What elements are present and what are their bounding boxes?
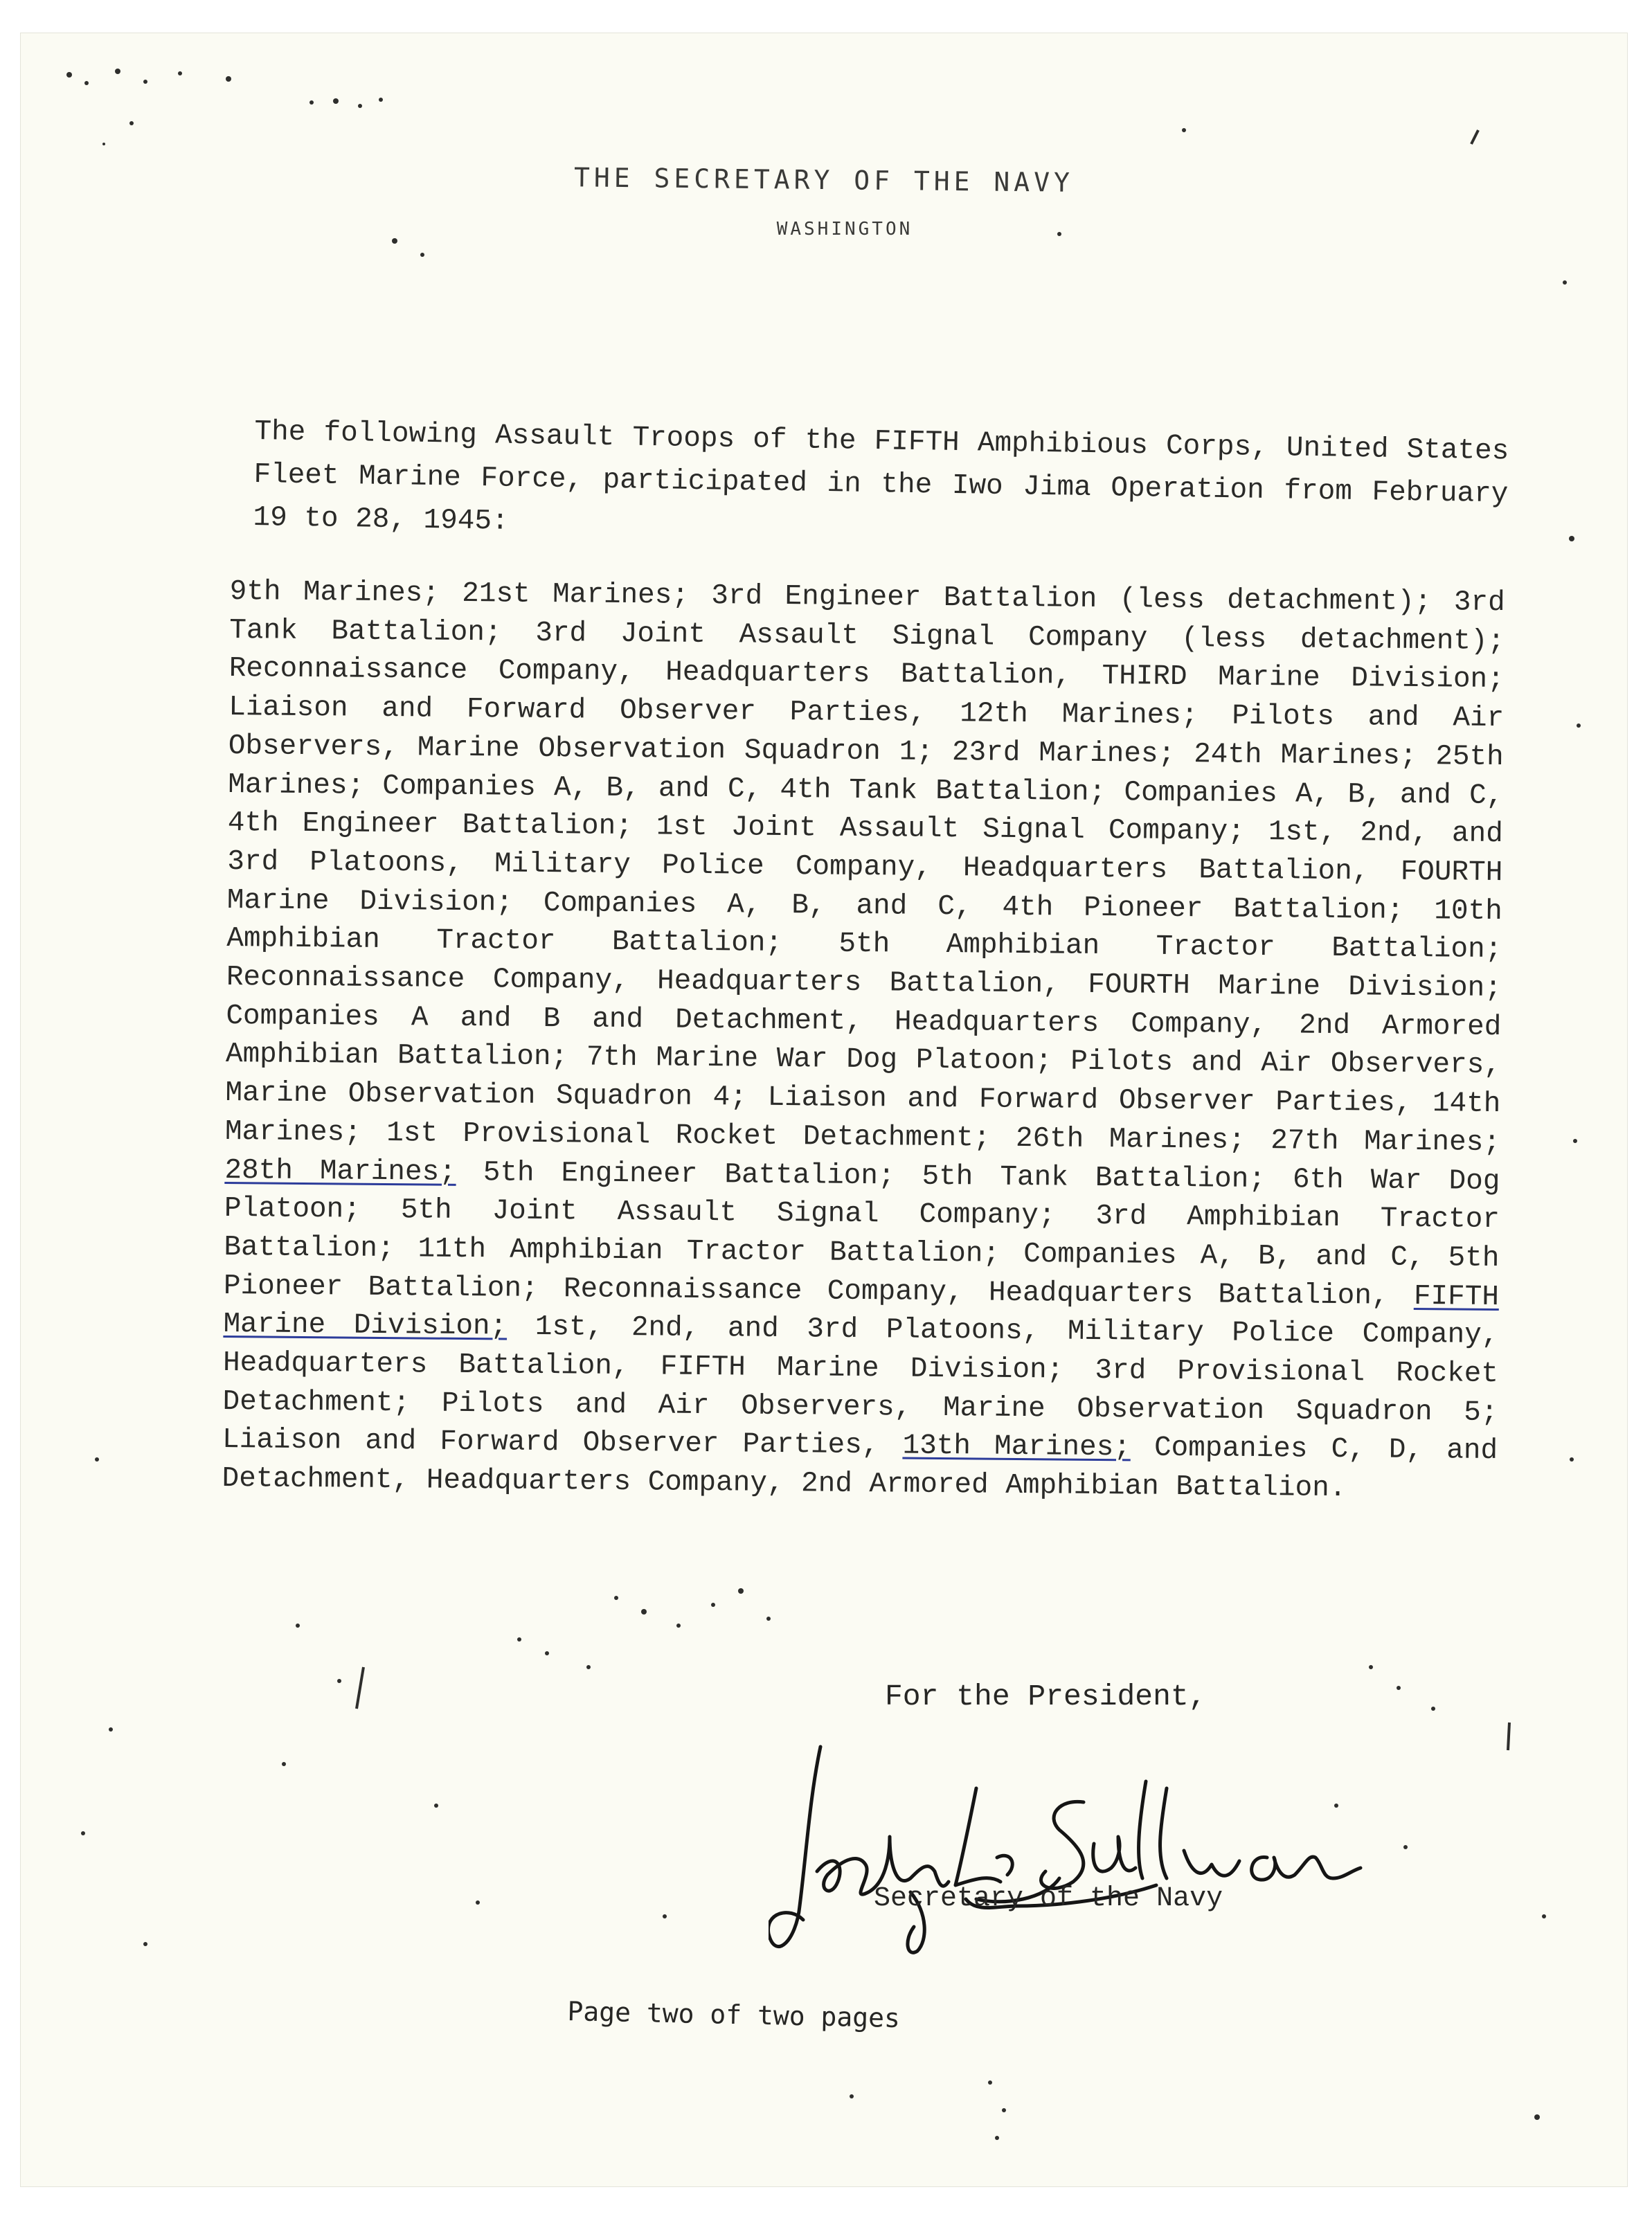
intro-paragraph: The following Assault Troops of the FIFTH Amphibious Corps, United States Fleet Marine Force, participated in the Iwo Jima Operation from February 19 to 28, 1945: (253, 415, 1509, 538)
letterhead-title: THE SECRETARY OF THE NAVY (573, 162, 1075, 198)
underlined-13th-marines: 13th Marines; (902, 1430, 1131, 1464)
underlined-28th-marines: 28th Marines; (224, 1154, 456, 1189)
units-text-part3: 1st, 2nd, and 3rd Platoons, Military Police Company, Headquarters Battalion, FIFTH Marine Division; 3rd Provisional Rocket Detachment; Pilots and Air Observers, Marine Observation Squadron 5; Liaison and Forward Observer Parties, (222, 1311, 1499, 1462)
handwritten-signature (769, 1733, 1364, 1968)
units-text-part2: 5th Engineer Battalion; 5th Tank Battalion; 6th War Dog Platoon; 5th Joint Assault Signal Company; 3rd Amphibian Tractor Battalion; 11th Amphibian Tractor Battalion; Companies A, B, and C, 5th Pioneer Battalion; Reconnaissance Company, Headquarters Battalion, (223, 1156, 1500, 1313)
units-paragraph (222, 573, 1505, 1510)
signatory-title: Secretary of the Navy (874, 1883, 1223, 1914)
letterhead-city: WASHINGTON (776, 219, 913, 240)
page-count-note: Page two of two pages (567, 1996, 901, 2034)
units-text-part4: Companies C, D, and Detachment, Headquarters Company, 2nd Armored Amphibian Battalion. (222, 1432, 1498, 1505)
units-text-part1: 9th Marines; 21st Marines; 3rd Engineer Battalion (less detachment); 3rd Tank Battalion; 3rd Joint Assault Signal Company (less detachment); Reconnaissance Company, Headquarters Battalion, THIRD Marine Division; Liaison and Forward Observer Parties, 12th Marines; Pilots and Air Observers, Marine Observation Squadron 1; 23rd Marines; 24th Marines; 25th Marines; Companies A, B, and C, 4th Tank Battalion; Companies A, B, and C, 4th Engineer Battalion; 1st Joint Assault Signal Company; 1st, 2nd, and 3rd Platoons, Military Police Company, Headquarters Battalion, FOURTH Marine Division; Companies A, B, and C, 4th Pioneer Battalion; 10th Amphibian Tractor Battalion; 5th Amphibian Tractor Battalion; Reconnaissance Company, Headquarters Battalion, FOURTH Marine Division; Companies A and B and Detachment, Headquarters Company, 2nd Armored Amphibian Battalion; 7th Marine War Dog Platoon; Pilots and Air Observers, Marine Observation Squadron 4; Liaison and Forward Observer Parties, 14th Marines; 1st Provisional Rocket Detachment; 26th Marines; 27th Marines; (224, 575, 1505, 1159)
underlined-fifth-marine-division: FIFTH Marine Division; (223, 1280, 1500, 1343)
closing-line: For the President, (885, 1680, 1207, 1714)
document-page (21, 33, 1627, 2186)
